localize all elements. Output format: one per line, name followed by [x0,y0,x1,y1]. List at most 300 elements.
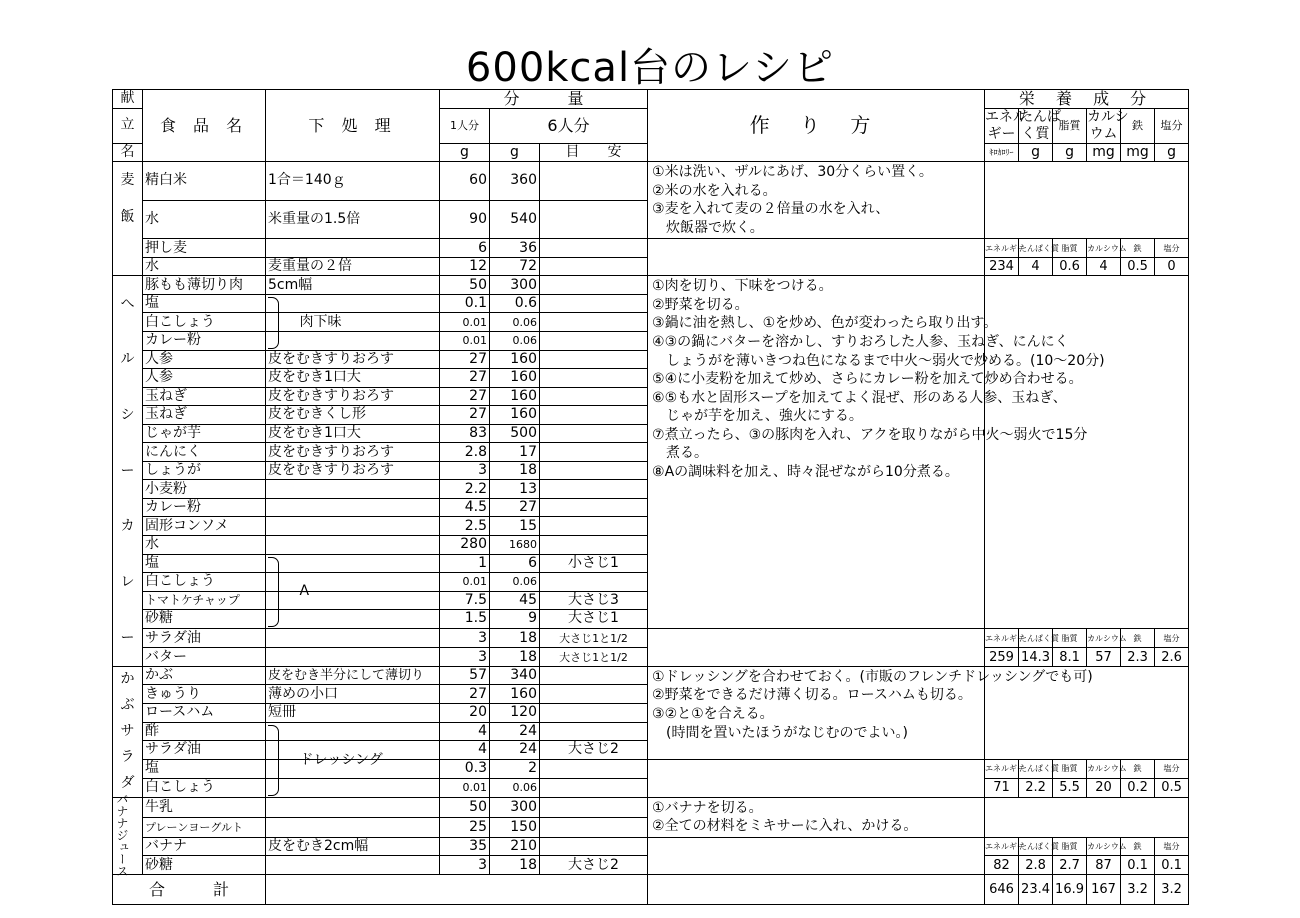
prep-note [266,856,440,875]
food-name: 塩 [143,294,266,313]
prep-note: 皮をむき1口大 [266,369,440,388]
measure [540,461,648,480]
prep-note: 皮をむき半分にして薄切り [266,666,440,685]
measure [540,797,648,817]
amount-per6: 120 [490,704,540,723]
prep-note [266,294,440,313]
measure [540,817,648,837]
measure [540,257,648,276]
brace-label: ドレッシング [299,751,383,768]
nutrition-label-0: エネルギー [985,837,1019,856]
total-label: 合 計 [113,874,266,904]
measure [540,406,648,425]
method-step: ⑥⑤も水と固形スープを加えてよく混ぜ、形のある人参、玉ねぎ、 [652,389,1067,406]
food-name: 豚もも薄切り肉 [143,276,266,295]
nutrition-label-3: カルシウム [1087,837,1121,856]
nutrition-label-4: 鉄 [1121,837,1155,856]
nutrition-label-4: 鉄 [1121,628,1155,648]
amount-per1: 20 [440,704,490,723]
measure [540,443,648,462]
amount-per6: 45 [490,591,540,610]
prep-note: 皮をむき1口大 [266,424,440,443]
ingredient-row [113,797,1189,817]
header-nut-col-1: たんぱ く質 [1019,108,1062,142]
amount-per1: 4 [440,741,490,760]
amount-per6: 1680 [490,536,540,555]
amount-per1: 0.01 [440,573,490,592]
amount-per1: 1 [440,554,490,573]
measure [540,239,648,258]
food-name: バナナ [143,837,266,856]
amount-per1: 27 [440,369,490,388]
prep-note [266,498,440,517]
dish-name-char: ー [120,462,135,479]
food-name: 砂糖 [143,610,266,629]
amount-per6: 15 [490,517,540,536]
amount-per6: 160 [490,406,540,425]
amount-per6: 360 [490,162,540,201]
amount-per6: 160 [490,350,540,369]
amount-per6: 18 [490,648,540,667]
amount-per6: 0.06 [490,313,540,332]
food-name: 砂糖 [143,856,266,875]
prep-note [266,817,440,837]
food-name: トマトケチャップ [143,591,266,610]
amount-per1: 27 [440,387,490,406]
nutrition-value-4: 0.2 [1121,779,1155,798]
brace-bracket [268,725,279,796]
ingredient-row [113,162,1189,201]
amount-per1: 50 [440,797,490,817]
dish-name-char: へ [120,295,135,312]
food-name: 塩 [143,759,266,779]
nutrition-label-5: 塩分 [1155,759,1189,779]
amount-per1: 1.5 [440,610,490,629]
food-name: 酢 [143,722,266,741]
food-name: カレー粉 [143,498,266,517]
method-step: ④③の鍋にバターを溶かし、すりおろした人参、玉ねぎ、にんにく [652,334,1069,351]
amount-per1: 2.8 [440,443,490,462]
method-step: じゃが芋を加え、強火にする。 [652,408,863,425]
food-name: 白こしょう [143,573,266,592]
amount-per6: 24 [490,741,540,760]
measure [540,350,648,369]
nutrition-label-1: たんぱく質 [1019,628,1053,648]
prep-note [266,517,440,536]
header-food-name: 食 品 名 [143,90,266,162]
amount-per1: 27 [440,685,490,704]
food-name: 塩 [143,554,266,573]
nutrition-label-3: カルシウム [1087,628,1121,648]
method-steps-2 [648,666,1093,759]
prep-note [266,610,440,629]
nutrition-value-4: 0.1 [1121,856,1155,875]
method-step: ③②と①を合える。 [652,706,774,723]
amount-per1: 57 [440,666,490,685]
nutrition-value-3: 87 [1087,856,1121,875]
nutrition-label-4: 鉄 [1121,239,1155,258]
prep-note [266,332,440,351]
amount-per6: 160 [490,369,540,388]
prep-note: 皮をむきすりおろす [266,387,440,406]
measure [540,162,648,201]
nutrition-label-1: たんぱく質 [1019,759,1053,779]
prep-note: 5cm幅 [266,276,440,295]
brace-label: 肉下味 [299,314,342,331]
amount-per1: 3 [440,461,490,480]
measure [540,387,648,406]
amount-per1: 50 [440,276,490,295]
amount-per6: 24 [490,722,540,741]
dish-name-char: ダ [120,775,135,792]
method-step: ①肉を切り、下味をつける。 [652,278,833,295]
food-name: じゃが芋 [143,424,266,443]
amount-per1: 83 [440,424,490,443]
nutrition-blank-0 [985,162,1189,239]
method-steps-0 [648,162,985,239]
nutrition-label-5: 塩分 [1155,837,1189,856]
amount-per1: 0.01 [440,332,490,351]
method-step: ①バナナを切る。 [652,799,763,816]
amount-per1: 60 [440,162,490,201]
food-name: 小麦粉 [143,480,266,499]
amount-per1: 0.01 [440,779,490,798]
nutrition-blank-1 [985,276,1189,628]
amount-per1: 3 [440,628,490,648]
nutrition-label-0: エネルギー [985,759,1019,779]
header-amount: 分 量 [440,90,648,109]
nutrition-value-0: 82 [985,856,1019,875]
nutrition-label-1: たんぱく質 [1019,239,1053,258]
prep-note: 麦重量の２倍 [266,257,440,276]
brace-bracket [268,557,279,627]
prep-note [266,591,440,610]
method-step: (時間を置いたほうがなじむのでよい。) [652,724,908,741]
total-nutrition-1: 23.4 [1019,874,1053,904]
header-nut-unit-3: mg [1087,143,1121,162]
header-nut-col-3: カルシ ウム [1087,108,1129,142]
method-step: ①米は洗い、ザルにあげ、30分くらい置く。 [652,164,933,181]
measure: 大さじ1と1/2 [540,628,648,648]
measure [540,294,648,313]
header-unit-g1: g [440,143,490,162]
method-step: しょうがを薄いきつね色になるまで中火～弱火で炒める。(10～20分) [652,352,1105,369]
header-nut-col-0: エネル ギー [985,108,1028,142]
nutrition-label-1: たんぱく質 [1019,837,1053,856]
food-name: にんにく [143,443,266,462]
prep-note [266,648,440,667]
nutrition-value-1: 2.2 [1019,779,1053,798]
dish-name-2 [113,666,143,797]
prep-note: 皮をむきすりおろす [266,443,440,462]
nutrition-value-2: 0.6 [1053,257,1087,276]
amount-per6: 13 [490,480,540,499]
method-steps-tail-0 [648,239,985,276]
nutrition-label-2: 脂質 [1053,239,1087,258]
amount-per6: 27 [490,498,540,517]
amount-per1: 6 [440,239,490,258]
method-step: ③鍋に油を熱し、①を炒め、色が変わったら取り出す。 [652,315,998,332]
measure [540,722,648,741]
total-nutrition-5: 3.2 [1155,874,1189,904]
food-name: 玉ねぎ [143,387,266,406]
method-step: ②全ての材料をミキサーに入れ、かける。 [652,818,918,835]
prep-note: 皮をむきすりおろす [266,350,440,369]
amount-per1: 7.5 [440,591,490,610]
amount-per6: 18 [490,461,540,480]
amount-per1: 2.2 [440,480,490,499]
amount-per6: 18 [490,628,540,648]
measure: 大さじ1 [540,610,648,629]
header-kondate-1: 献 [113,90,143,109]
amount-per6: 36 [490,239,540,258]
nutrition-label-0: エネルギー [985,628,1019,648]
header-per1: 1人分 [440,108,490,143]
dish-name-text: バナナジュース [115,792,129,877]
header-nutrition: 栄 養 成 分 [985,90,1189,109]
method-steps-3 [648,797,985,837]
dish-name-1 [113,276,143,667]
measure [540,837,648,856]
dish-name-char: ぶ [120,697,135,714]
nutrition-value-0: 71 [985,779,1019,798]
ingredient-row [113,239,1189,258]
nutrition-value-4: 2.3 [1121,648,1155,667]
nutrition-value-4: 0.5 [1121,257,1155,276]
nutrition-label-5: 塩分 [1155,628,1189,648]
measure [540,536,648,555]
nutrition-value-3: 20 [1087,779,1121,798]
food-name: カレー粉 [143,332,266,351]
measure [540,685,648,704]
amount-per1: 0.1 [440,294,490,313]
nutrition-value-1: 2.8 [1019,856,1053,875]
amount-per6: 0.06 [490,332,540,351]
measure: 大さじ1と1/2 [540,648,648,667]
nutrition-value-1: 4 [1019,257,1053,276]
nutrition-label-4: 鉄 [1121,759,1155,779]
food-name: かぶ [143,666,266,685]
method-step: ⑧Aの調味料を加え、時々混ぜながら10分煮る。 [652,463,959,480]
prep-note: 皮をむきすりおろす [266,461,440,480]
measure [540,276,648,295]
dish-name-char: か [120,671,135,688]
dish-name-char: カ [120,518,135,535]
prep-note: 皮をむきくし形 [266,406,440,425]
header-kondate-2: 立 [113,108,143,143]
amount-per6: 300 [490,797,540,817]
amount-per1: 4 [440,722,490,741]
dish-name-char: シ [120,406,135,423]
brace-bracket [268,297,279,349]
ingredient-row [113,628,1189,648]
total-blank-2 [648,874,985,904]
measure [540,759,648,779]
total-nutrition-3: 167 [1087,874,1121,904]
total-nutrition-0: 646 [985,874,1019,904]
ingredient-row [113,666,1189,685]
measure [540,498,648,517]
method-step: ②野菜を切る。 [652,296,749,313]
measure [540,573,648,592]
amount-per1: 4.5 [440,498,490,517]
prep-note [266,628,440,648]
nutrition-value-2: 5.5 [1053,779,1087,798]
amount-per1: 27 [440,406,490,425]
method-steps-tail-1 [648,628,985,666]
method-step: ⑤④に小麦粉を加えて炒め、さらにカレー粉を加えて炒め合わせる。 [652,371,1083,388]
dish-name-char: ー [120,629,135,646]
header-prep: 下 処 理 [266,90,440,162]
food-name: 白こしょう [143,313,266,332]
amount-per6: 160 [490,387,540,406]
amount-per6: 6 [490,554,540,573]
header-kondate-3: 名 [113,143,143,162]
food-name: 水 [143,257,266,276]
measure: 大さじ2 [540,741,648,760]
method-steps-1 [648,276,1105,628]
dish-name-char: 飯 [120,209,135,226]
amount-per6: 0.6 [490,294,540,313]
food-name: 精白米 [143,162,266,201]
nutrition-label-2: 脂質 [1053,759,1087,779]
amount-per6: 160 [490,685,540,704]
amount-per6: 9 [490,610,540,629]
method-steps-tail-2 [648,759,985,797]
food-name: 押し麦 [143,239,266,258]
prep-note: 皮をむき2cm幅 [266,837,440,856]
method-step: ②米の水を入れる。 [652,182,777,199]
nutrition-value-5: 0.5 [1155,779,1189,798]
food-name: サラダ油 [143,628,266,648]
prep-note: 米重量の1.5倍 [266,200,440,239]
header-nut-col-2: 脂質 [1053,108,1087,143]
nutrition-value-5: 2.6 [1155,648,1189,667]
amount-per1: 3 [440,856,490,875]
prep-note [266,573,440,592]
measure [540,424,648,443]
amount-per6: 18 [490,856,540,875]
header-per6: 6人分 [490,108,648,143]
amount-per6: 2 [490,759,540,779]
prep-note: 短冊 [266,704,440,723]
nutrition-value-1: 14.3 [1019,648,1053,667]
prep-note [266,239,440,258]
food-name: バター [143,648,266,667]
header-method: 作 り 方 [648,90,985,162]
prep-note: 薄めの小口 [266,685,440,704]
nutrition-blank-3 [985,797,1189,837]
measure [540,200,648,239]
method-step: ③麦を入れて麦の２倍量の水を入れ、 [652,201,890,218]
dish-name-3 [113,792,143,877]
method-step: ②野菜をできるだけ薄く切る。ロースハムも切る。 [652,687,972,704]
header-nut-unit-2: g [1053,143,1087,162]
dish-name-char: サ [120,723,135,740]
dish-name-char: レ [120,573,135,590]
total-nutrition-2: 16.9 [1053,874,1087,904]
prep-note [266,480,440,499]
amount-per1: 0.01 [440,313,490,332]
nutrition-value-0: 259 [985,648,1019,667]
header-nut-col-4: 鉄 [1121,108,1155,143]
nutrition-value-2: 2.7 [1053,856,1087,875]
method-step: 炊飯器で炊く。 [652,219,764,236]
prep-note [266,554,440,573]
method-step: ⑦煮立ったら、③の豚肉を入れ、アクを取りながら中火～弱火で15分 [652,426,1088,443]
amount-per6: 540 [490,200,540,239]
method-step: ①ドレッシングを合わせておく。(市販のフレンチドレッシングでも可) [652,668,1093,685]
measure [540,369,648,388]
nutrition-value-5: 0.1 [1155,856,1189,875]
amount-per6: 0.06 [490,573,540,592]
header-measure: 目 安 [540,143,648,162]
amount-per1: 25 [440,817,490,837]
header-unit-g6: g [490,143,540,162]
amount-per6: 72 [490,257,540,276]
method-step: 煮る。 [652,445,709,462]
measure [540,480,648,499]
header-nut-col-5: 塩分 [1155,108,1189,143]
prep-note: 1合＝140ｇ [266,162,440,201]
dish-name-char: ラ [120,749,135,766]
prep-note [266,722,440,741]
amount-per6: 210 [490,837,540,856]
nutrition-value-2: 8.1 [1053,648,1087,667]
food-name: 白こしょう [143,779,266,798]
prep-note [266,313,440,332]
header-nut-unit-4: mg [1121,143,1155,162]
food-name: 人参 [143,350,266,369]
header-nut-unit-1: g [1019,143,1053,162]
food-name: きゅうり [143,685,266,704]
nutrition-label-2: 脂質 [1053,628,1087,648]
prep-note [266,779,440,798]
dish-name-char: ル [120,351,135,368]
food-name: 玉ねぎ [143,406,266,425]
measure: 大さじ2 [540,856,648,875]
measure: 大さじ3 [540,591,648,610]
amount-per1: 2.5 [440,517,490,536]
amount-per1: 280 [440,536,490,555]
brace-label: A [299,583,310,600]
nutrition-value-5: 0 [1155,257,1189,276]
nutrition-label-2: 脂質 [1053,837,1087,856]
food-name: 人参 [143,369,266,388]
prep-note [266,797,440,817]
measure [540,704,648,723]
amount-per6: 300 [490,276,540,295]
food-name: 水 [143,536,266,555]
food-name: 牛乳 [143,797,266,817]
measure [540,779,648,798]
header-nut-unit-5: g [1155,143,1189,162]
amount-per1: 90 [440,200,490,239]
amount-per1: 12 [440,257,490,276]
header-nut-unit-0: ｷﾛｶﾛﾘｰ [985,143,1019,162]
nutrition-label-5: 塩分 [1155,239,1189,258]
amount-per6: 150 [490,817,540,837]
amount-per6: 17 [490,443,540,462]
measure [540,517,648,536]
ingredient-row [113,837,1189,856]
food-name: しょうが [143,461,266,480]
prep-note [266,536,440,555]
food-name: ロースハム [143,704,266,723]
nutrition-label-0: エネルギー [985,239,1019,258]
measure: 小さじ1 [540,554,648,573]
amount-per1: 35 [440,837,490,856]
